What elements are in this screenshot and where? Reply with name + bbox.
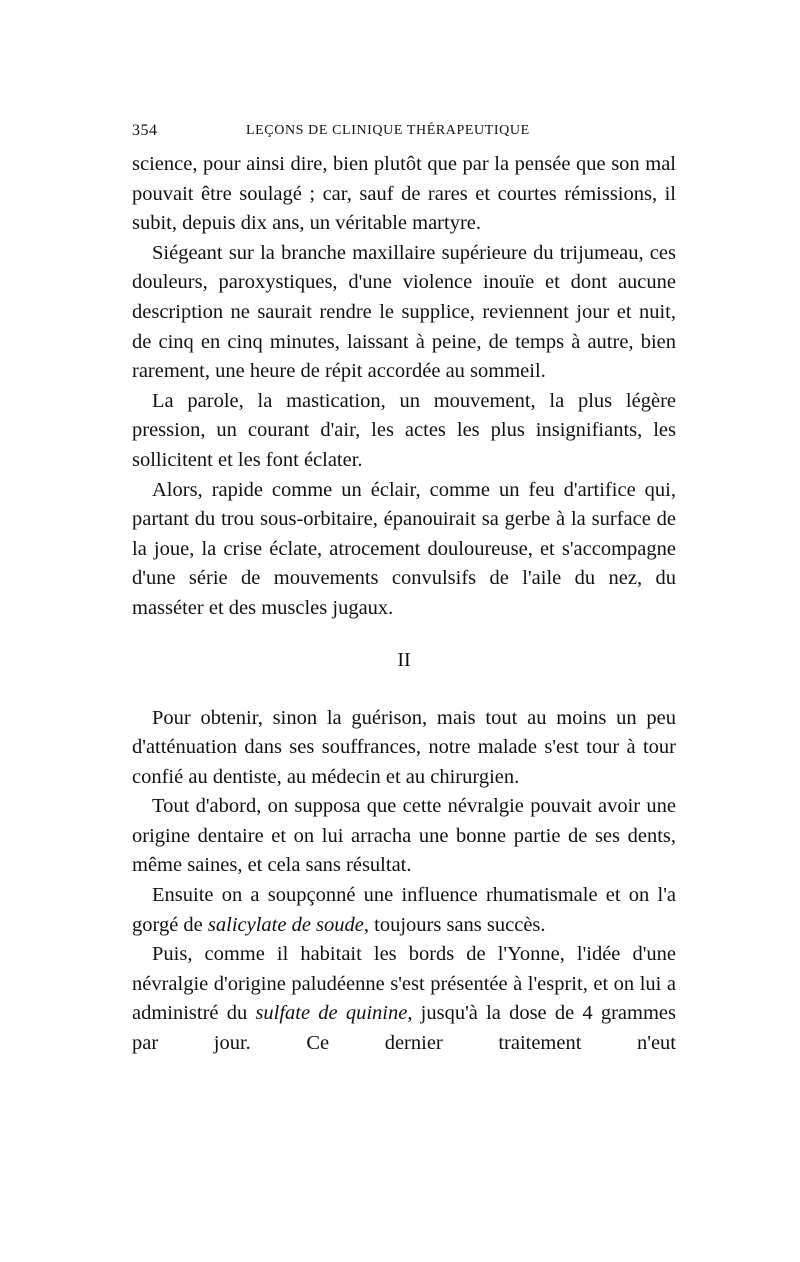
running-title: LEÇONS DE CLINIQUE THÉRAPEUTIQUE xyxy=(246,123,530,138)
italic-term: salicylate de soude xyxy=(207,913,364,936)
paragraph: Tout d'abord, on supposa que cette névralgie pouvait avoir une origine dentaire et on lui arracha une bonne partie de ses dents, même saines, et cela sans résultat. xyxy=(132,795,676,877)
paragraph: science, pour ainsi dire, bien plutôt que par la pensée que son mal pouvait être soulagé ; car, sauf de rares et courtes rémissions, il subit, depuis dix ans, un véritable martyre. xyxy=(132,153,676,235)
paragraph-text: , toujours sans succès. xyxy=(363,913,546,936)
paragraph: Pour obtenir, sinon la guérison, mais tout au moins un peu d'atténuation dans ses souffrances, notre malade s'est tour à tour confié au dentiste, au médecin et au chirurgien. xyxy=(132,706,676,788)
paragraph: La parole, la mastication, un mouvement, la plus légère pression, un courant d'air, les actes les plus insignifiants, les sollicitent et les font éclater. xyxy=(132,389,676,471)
paragraph xyxy=(132,881,676,940)
paragraph xyxy=(132,940,676,1058)
page-number: 354 xyxy=(132,122,158,139)
paragraph-text: Puis, comme il habitait les bords de l'Yonne, l'idée d'une névralgie d'origine paludéenne s'est présentée à l'esprit, et on lui a administré du xyxy=(132,943,676,1025)
paragraph: Siégeant sur la branche maxillaire supérieure du trijumeau, ces douleurs, paroxystiques, d'une violence inouïe et dont aucune description ne saurait rendre le supplice, reviennent jour et nuit, de cinq en cinq minutes, laissant à peine, de temps à autre, bien rarement, une heure de répit accordée au sommeil. xyxy=(132,241,676,383)
italic-term: sulfate de quinine xyxy=(255,1002,408,1025)
paragraph: Alors, rapide comme un éclair, comme un feu d'artifice qui, partant du trou sous-orbitaire, épanouirait sa gerbe à la surface de la joue, la crise éclate, atrocement douloureuse, et s'accompagne d'une série de mouvements convulsifs de l'aile du nez, du masséter et des muscles jugaux. xyxy=(132,478,676,619)
paragraph-text: , jusqu'à la dose de 4 grammes par jour. Ce dernier traitement n'eut xyxy=(132,1002,676,1055)
book-page xyxy=(132,118,676,1059)
paragraph-text: Ensuite on a soupçonné une influence rhumatismale et on l'a gorgé de xyxy=(132,884,676,936)
section-heading: II xyxy=(397,648,411,671)
body-text xyxy=(132,150,676,1059)
running-head xyxy=(132,118,676,148)
